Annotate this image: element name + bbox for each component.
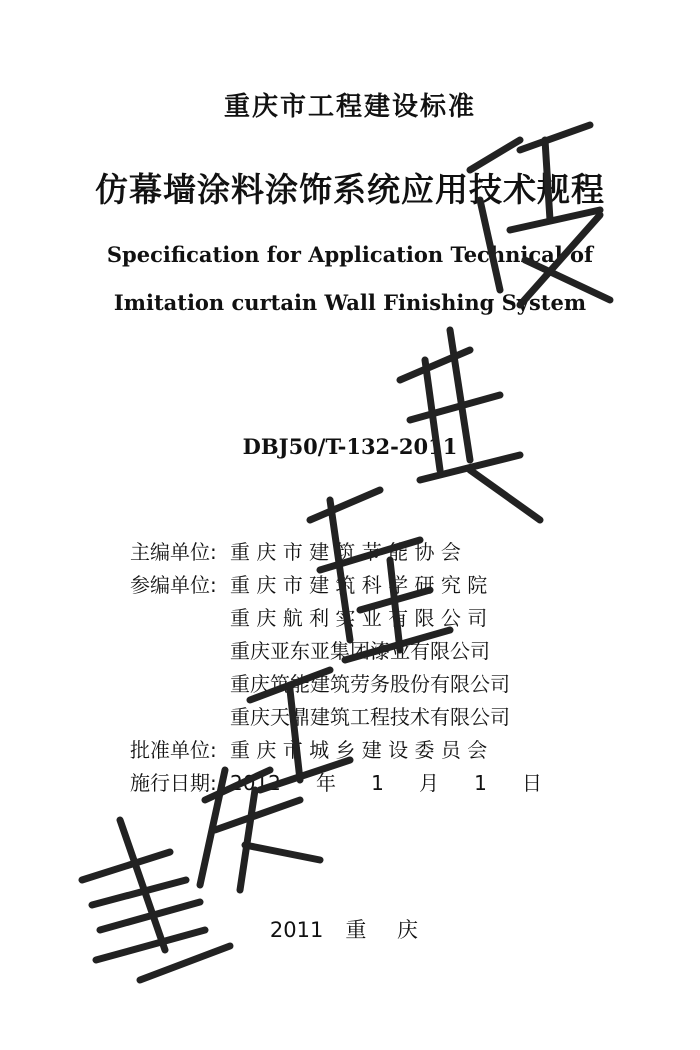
participant-row (130, 602, 550, 635)
date-label: 施行日期: (130, 771, 217, 795)
approver-row (130, 734, 550, 767)
participant-value: 重庆天鼎建筑工程技术有限公司 (230, 705, 510, 729)
approver-value: 重 庆 市 城 乡 建 设 委 员 会 (230, 738, 488, 762)
standard-code: DBJ50/T-132-2011 (242, 434, 458, 459)
standard-series: 重庆市工程建设标准 (223, 92, 476, 122)
participant-value: 重 庆 航 利 实 业 有 限 公 司 (230, 606, 488, 630)
participant-value: 重 庆 市 建 筑 科 学 研 究 院 (230, 573, 488, 597)
date-value (230, 767, 542, 800)
participant-row (130, 635, 550, 668)
title-chinese: 仿幕墙涂料涂饰系统应用技术规程 (95, 170, 605, 209)
footer-city: 重 庆 (345, 918, 431, 942)
participant-row (130, 569, 550, 602)
participant-row (130, 668, 550, 701)
title-english-line-1: Specification for Application Technical of (106, 242, 594, 267)
title-english-line-2: Imitation curtain Wall Finishing System (113, 290, 587, 315)
editor-label: 主编单位: (130, 540, 217, 564)
date-year-unit: 年 (316, 771, 337, 795)
footer-year: 2011 (269, 918, 324, 942)
date-row (130, 767, 550, 800)
participants-label: 参编单位: (130, 573, 217, 597)
date-year: 2012 (230, 771, 281, 795)
editor-row (130, 536, 550, 569)
participant-value: 重庆筑能建筑劳务股份有限公司 (230, 672, 510, 696)
date-day: 1 (474, 771, 487, 795)
participant-row (130, 701, 550, 734)
editor-value: 重 庆 市 建 筑 节 能 协 会 (230, 540, 461, 564)
footer-imprint (0, 914, 700, 944)
approver-label: 批准单位: (130, 738, 217, 762)
organization-info (130, 536, 550, 800)
date-month: 1 (371, 771, 384, 795)
date-day-unit: 日 (522, 771, 542, 795)
participant-value: 重庆亚东亚集团漆业有限公司 (230, 639, 490, 663)
date-month-unit: 月 (419, 771, 440, 795)
